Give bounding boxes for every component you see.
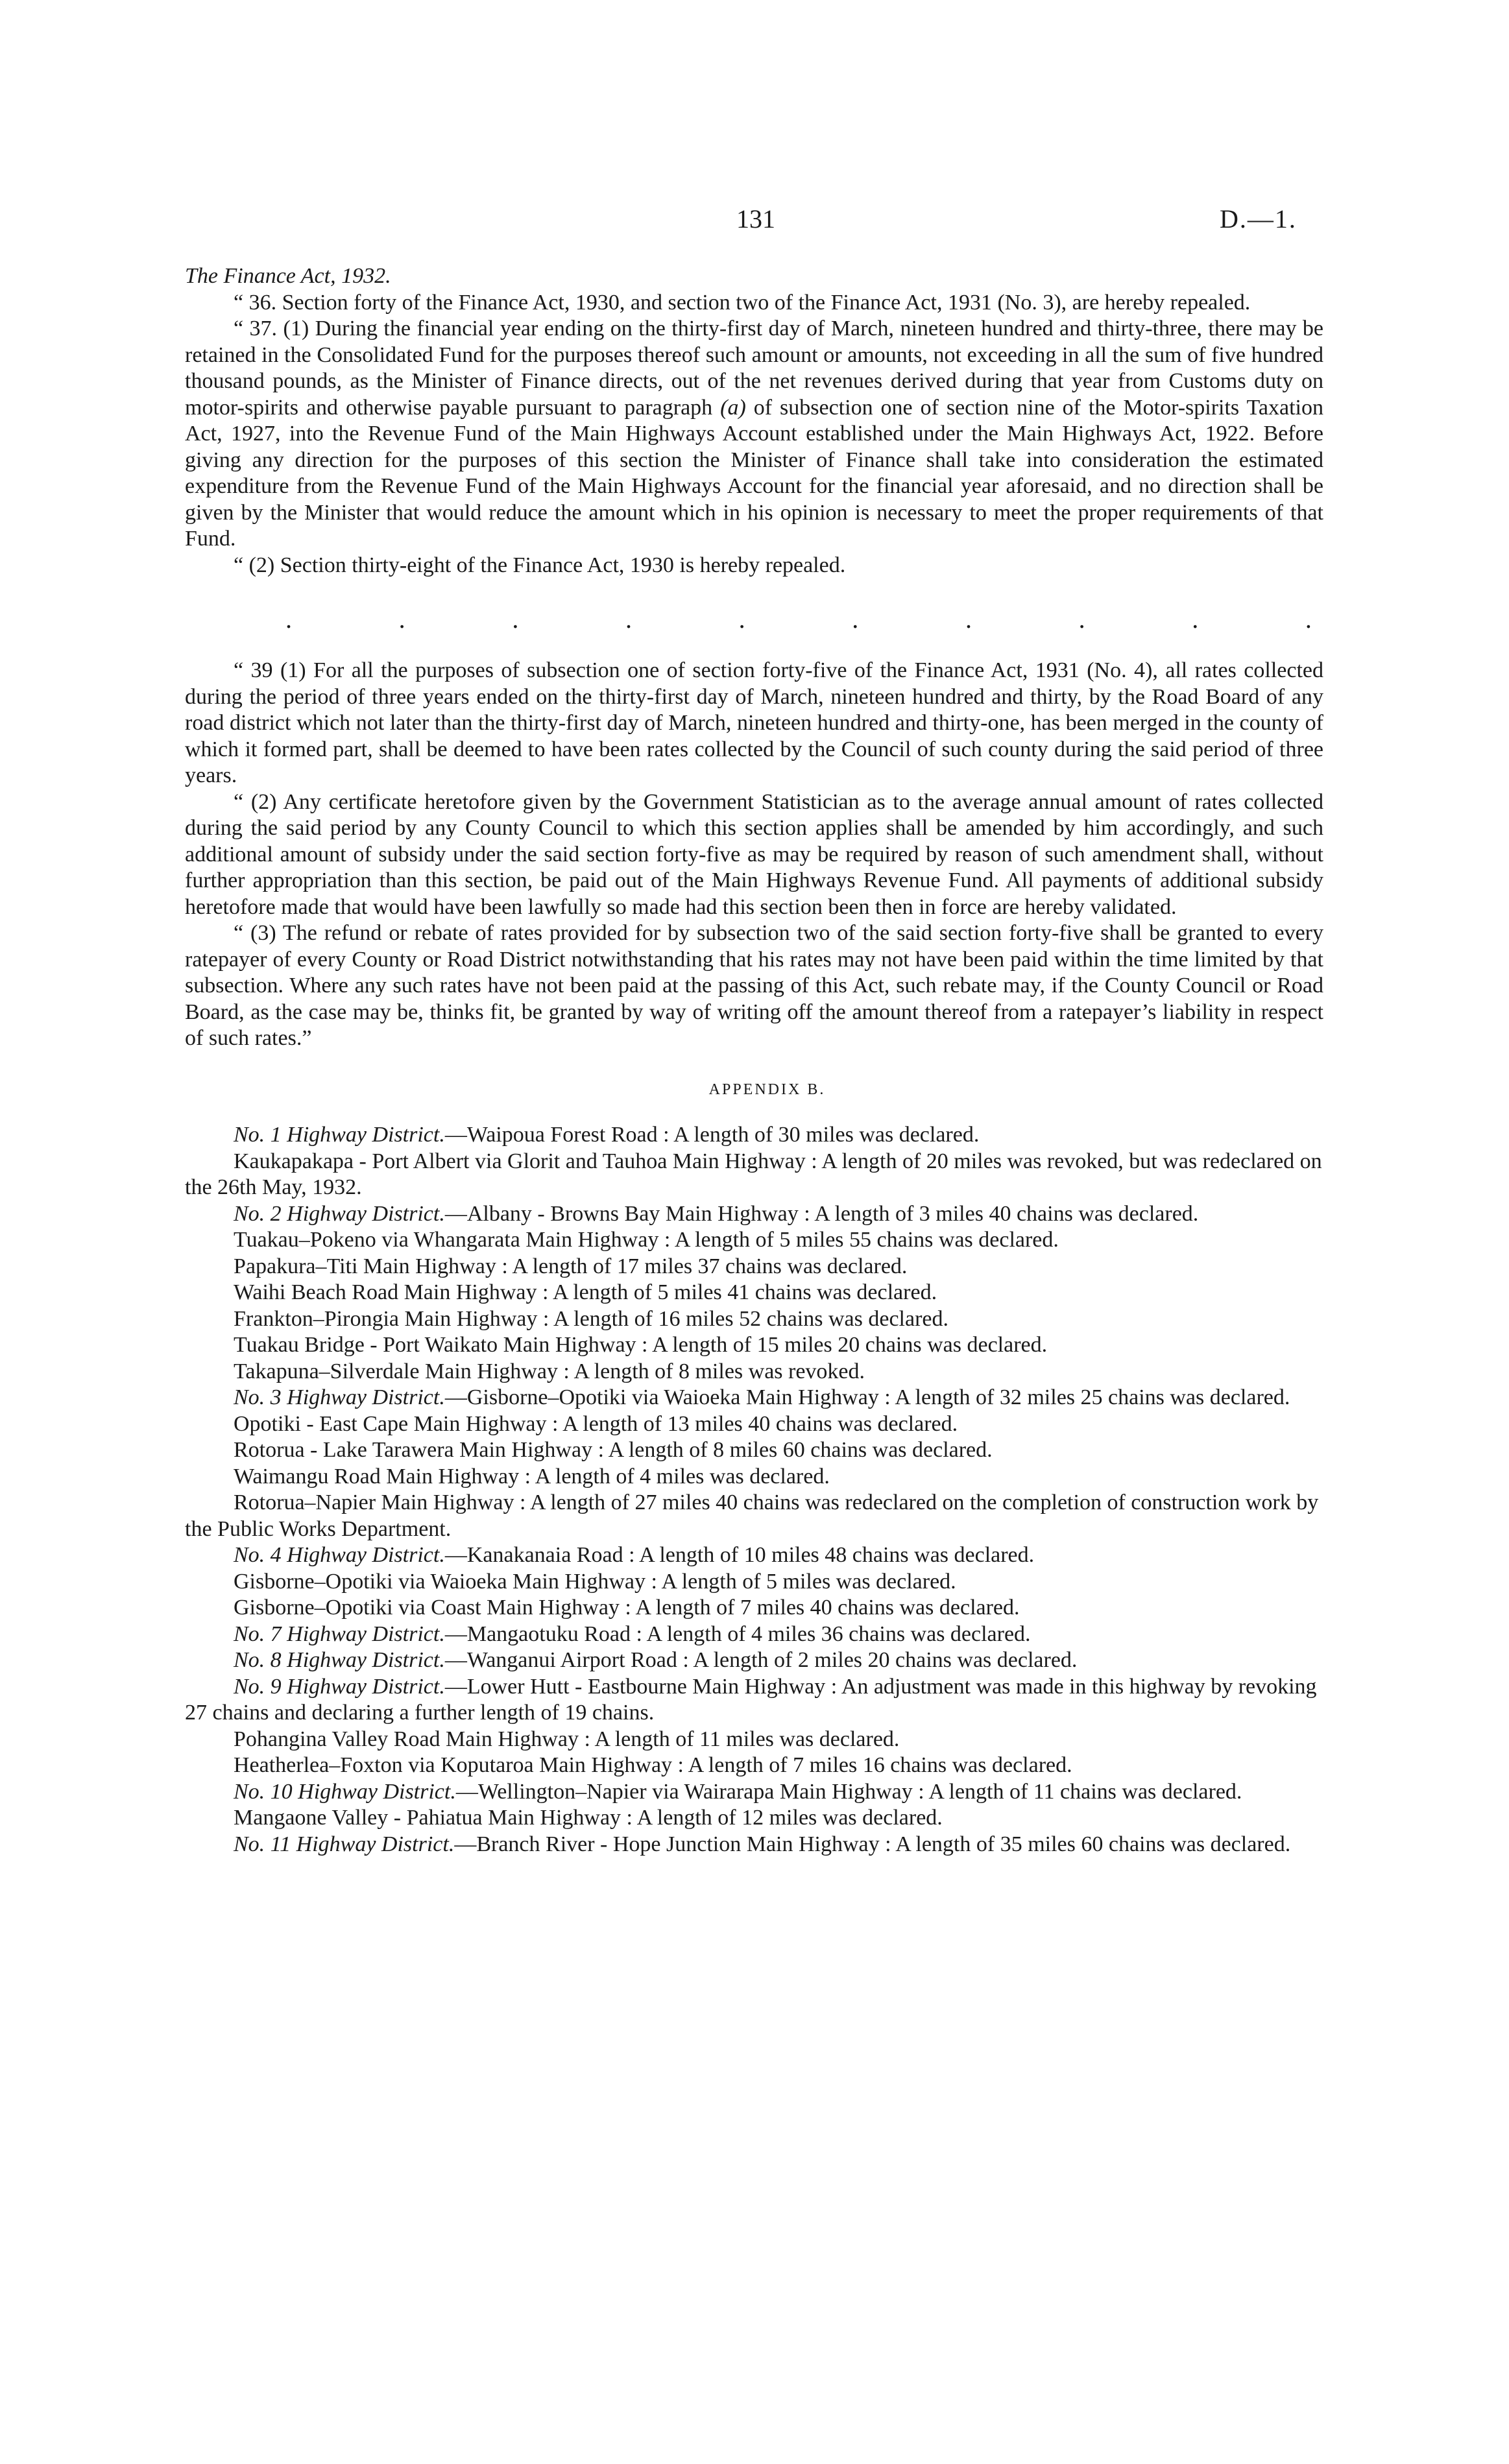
highway-text: —Branch River - Hope Junction Main Highway : A length of 35 miles 60 chains was declared. — [454, 1832, 1291, 1856]
highway-entry — [185, 1359, 1323, 1385]
section-37-text-b: of subsection one of section nine of the Motor-spirits Taxation Act, 1927, into the Revenue Fund of the Main Highways Account established under the Main Highways Act, 1922. Before giving any direction for the purposes of this section the Minister of Finance shall take into consideration the estimated expenditure from the Revenue Fund of the Main Highways Account for the financial year aforesaid, and no direction shall be given by the Minister that would reduce the amount which in his opinion is necessary to meet the proper requirements of that Fund. — [185, 395, 1323, 551]
section-39-paragraph-2: “ (2) Any certificate heretofore given by the Government Statistician as to the average annual amount of rates collected during the said period by any County Council to which this section applies shall be amended by him accordingly, and such additional amount of subsidy under the said section forty-five as may be required by reason of such amendment shall, without further appropriation than this section, be paid out of the Main Highways Revenue Fund. All payments of additional subsidy heretofore made that would have been lawfully so made had this section been then in force are hereby validated. — [185, 789, 1323, 919]
highway-entry — [185, 1490, 1323, 1542]
highway-text: —Mangaotuku Road : A length of 4 miles 36 chains was declared. — [444, 1621, 1031, 1646]
highway-text: Opotiki - East Cape Main Highway : A length of 13 miles 40 chains was declared. — [234, 1411, 958, 1436]
highway-text: Papakura–Titi Main Highway : A length of 17 miles 37 chains was declared. — [234, 1254, 908, 1278]
highway-entry — [185, 1122, 1323, 1149]
highway-entry — [185, 1647, 1323, 1674]
highway-entry — [185, 1805, 1323, 1832]
act-title: The Finance Act, 1932. — [185, 264, 391, 288]
highway-entry — [185, 1621, 1323, 1648]
document-reference: D.—1. — [1220, 204, 1297, 233]
highway-entry — [185, 1385, 1323, 1411]
highway-entry — [185, 1542, 1323, 1569]
omission-dot: . — [1192, 604, 1199, 634]
highway-text: —Gisborne–Opotiki via Waioeka Main Highway : A length of 32 miles 25 chains was declared. — [444, 1385, 1290, 1409]
section-37-text-a: “ 37. (1) During the financial year ending on the thirty-first day of March, nineteen hundred and thirty-three, there may be retained in the Consolidated Fund for the purposes thereof such amount or amounts, not exceeding in all the sum of five hundred thousand pounds, as the Minister of Finance directs, out of the net revenues derived during that year from Customs duty on motor-spirits and otherwise payable pursuant to paragraph — [185, 317, 1323, 420]
highway-text: Heatherlea–Foxton via Koputaroa Main Highway : A length of 7 miles 16 chains was declared. — [234, 1753, 1072, 1777]
highway-district: No. 3 Highway District. — [234, 1385, 445, 1409]
highway-entry — [185, 1254, 1323, 1280]
page-header — [0, 206, 1509, 239]
highway-text: —Wanganui Airport Road : A length of 2 miles 20 chains was declared. — [444, 1648, 1078, 1672]
highway-text: Kaukapakapa - Port Albert via Glorit and Tauhoa Main Highway : A length of 20 miles was revoked, but was redeclared on the 26th May, 1932. — [185, 1149, 1322, 1199]
section-36-paragraph: “ 36. Section forty of the Finance Act, 1930, and section two of the Finance Act, 1931 (No. 3), are hereby repealed. — [234, 290, 1251, 315]
omission-dot: . — [1305, 604, 1312, 634]
highway-entry — [185, 1464, 1323, 1490]
highway-entry — [185, 1674, 1323, 1727]
omission-dot: . — [512, 604, 519, 634]
section-37-paragraph-2: “ (2) Section thirty-eight of the Finance Act, 1930 is hereby repealed. — [234, 553, 846, 577]
omission-dot: . — [625, 604, 632, 634]
omission-dot: . — [965, 604, 972, 634]
highway-entry — [185, 1227, 1323, 1254]
highway-text: —Lower Hutt - Eastbourne Main Highway : An adjustment was made in this highway by revoking 27 chains and declaring a further length of 19 chains. — [185, 1674, 1317, 1725]
highway-entry — [185, 1595, 1323, 1621]
highway-entry — [185, 1727, 1323, 1753]
highway-district: No. 2 Highway District. — [234, 1201, 445, 1226]
omission-dot: . — [285, 604, 292, 634]
highway-text: —Albany - Browns Bay Main Highway : A length of 3 miles 40 chains was declared. — [444, 1201, 1199, 1226]
section-37-paragraph-ref: (a) — [720, 395, 746, 420]
highway-entry — [185, 1201, 1323, 1228]
highway-district: No. 9 Highway District. — [234, 1674, 445, 1699]
omission-dot: . — [852, 604, 859, 634]
highway-text: Pohangina Valley Road Main Highway : A length of 11 miles was declared. — [234, 1727, 900, 1751]
appendix-heading: APPENDIX B. — [708, 1081, 826, 1098]
section-39-paragraph-3: “ (3) The refund or rebate of rates provided for by subsection two of the said section forty-five shall be granted to every ratepayer of every County or Road District notwithstanding that his rates may not have been paid within the time limited by that subsection. Where any such rates have not been paid at the passing of this Act, such rebate may, if the County Council or Road Board, as the case may be, thinks fit, be granted by way of writing off the amount thereof from a ratepayer’s liability in respect of such rates.” — [185, 921, 1323, 1050]
highway-entry — [185, 1280, 1323, 1306]
page-number: 131 — [736, 204, 775, 233]
highway-text: Takapuna–Silverdale Main Highway : A length of 8 miles was revoked. — [234, 1359, 865, 1383]
highway-text: —Waipoua Forest Road : A length of 30 miles was declared. — [444, 1123, 980, 1147]
highway-text: Tuakau Bridge - Port Waikato Main Highway : A length of 15 miles 20 chains was declared. — [234, 1333, 1048, 1357]
highway-text: Rotorua - Lake Tarawera Main Highway : A length of 8 miles 60 chains was declared. — [234, 1438, 993, 1462]
omission-dot: . — [398, 604, 405, 634]
omission-dot: . — [1078, 604, 1085, 634]
section-37-paragraph-1 — [185, 316, 1323, 553]
highway-district: No. 1 Highway District. — [234, 1123, 445, 1147]
omission-dot: . — [738, 604, 745, 634]
highway-entry — [185, 1832, 1323, 1858]
highway-entry — [185, 1332, 1323, 1359]
document-body — [185, 263, 1323, 1858]
section-39-paragraph-1: “ 39 (1) For all the purposes of subsection one of section forty-five of the Finance Act, 1931 (No. 4), all rates collected during the period of three years ended on the thirty-first day of March, nineteen hundred and thirty, by the Road Board of any road district which not later than the thirty-first day of March, nineteen hundred and thirty-one, has been merged in the county of which it formed part, shall be deemed to have been rates collected by the Council of such county during the said period of three years. — [185, 658, 1323, 787]
highway-district: No. 7 Highway District. — [234, 1621, 445, 1646]
omission-dots — [185, 604, 1323, 634]
highway-text: Waimangu Road Main Highway : A length of 4 miles was declared. — [234, 1464, 830, 1489]
highway-text: Frankton–Pirongia Main Highway : A length of 16 miles 52 chains was declared. — [234, 1306, 948, 1331]
highway-text: —Wellington–Napier via Wairarapa Main Highway : A length of 11 chains was declared. — [455, 1779, 1242, 1804]
highway-district: No. 10 Highway District. — [234, 1779, 456, 1804]
highway-entry — [185, 1149, 1323, 1201]
highway-text: Tuakau–Pokeno via Whangarata Main Highway : A length of 5 miles 55 chains was declared. — [234, 1228, 1059, 1252]
highway-text: Rotorua–Napier Main Highway : A length of 27 miles 40 chains was redeclared on the completion of construction work by the Public Works Department. — [185, 1490, 1319, 1541]
highway-entry — [185, 1569, 1323, 1596]
highway-text: Mangaone Valley - Pahiatua Main Highway : A length of 12 miles was declared. — [234, 1806, 943, 1830]
highway-entry — [185, 1779, 1323, 1806]
highway-district: No. 11 Highway District. — [234, 1832, 455, 1856]
highway-text: Gisborne–Opotiki via Waioeka Main Highway : A length of 5 miles was declared. — [234, 1569, 956, 1594]
highway-text: Waihi Beach Road Main Highway : A length of 5 miles 41 chains was declared. — [234, 1280, 937, 1304]
highway-entry — [185, 1411, 1323, 1438]
highway-list — [185, 1122, 1323, 1858]
highway-text: Gisborne–Opotiki via Coast Main Highway : A length of 7 miles 40 chains was declared. — [234, 1596, 1020, 1620]
highway-entry — [185, 1437, 1323, 1464]
highway-entry — [185, 1306, 1323, 1333]
highway-district: No. 4 Highway District. — [234, 1543, 445, 1567]
highway-entry — [185, 1752, 1323, 1779]
highway-text: —Kanakanaia Road : A length of 10 miles 48 chains was declared. — [444, 1543, 1035, 1567]
highway-district: No. 8 Highway District. — [234, 1648, 445, 1672]
